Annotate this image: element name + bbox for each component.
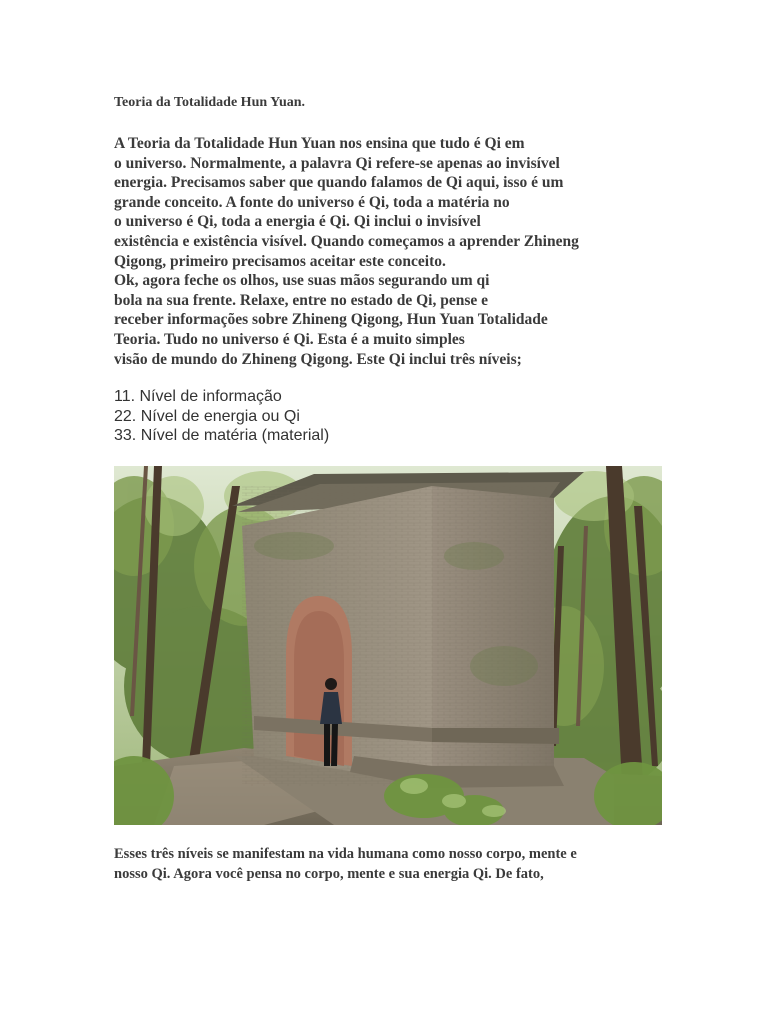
tower-photo: [114, 466, 662, 825]
paragraph-line: bola na sua frente. Relaxe, entre no estado de Qi, pense e: [114, 291, 488, 309]
list-item: 11. Nível de informação: [114, 388, 282, 405]
document-title: Teoria da Totalidade Hun Yuan.: [114, 95, 306, 110]
paragraph-line: grande conceito. A fonte do universo é Qi, toda a matéria no: [114, 193, 510, 211]
paragraph-line: energia. Precisamos saber que quando falamos de Qi aqui, isso é um: [114, 174, 564, 192]
paragraph-line: A Teoria da Totalidade Hun Yuan nos ensina que tudo é Qi em: [114, 135, 525, 152]
paragraph-line: existência e existência visível. Quando começamos a aprender Zhineng: [114, 232, 579, 250]
paragraph-line: visão de mundo do Zhineng Qigong. Este Qi inclui três níveis;: [114, 350, 522, 368]
paragraph-line: Ok, agora feche os olhos, use suas mãos segurando um qi: [114, 272, 490, 290]
list-item: 22. Nível de energia ou Qi: [114, 407, 300, 425]
paragraph-line: Esses três níveis se manifestam na vida humana como nosso corpo, mente e: [114, 846, 577, 862]
paragraph-line: Qigong, primeiro precisamos aceitar este conceito.: [114, 252, 446, 270]
paragraph-line: o universo. Normalmente, a palavra Qi refere-se apenas ao invisível: [114, 154, 560, 172]
levels-list: [114, 387, 329, 446]
list-item: 33. Nível de matéria (material): [114, 427, 330, 444]
paragraph-2: [114, 845, 577, 884]
paragraph-line: receber informações sobre Zhineng Qigong, Hun Yuan Totalidade: [114, 311, 548, 329]
paragraph-line: o universo é Qi, toda a energia é Qi. Qi inclui o invisível: [114, 213, 481, 231]
paragraph-1: [114, 134, 634, 369]
paragraph-line: nosso Qi. Agora você pensa no corpo, mente e sua energia Qi. De fato,: [114, 865, 544, 882]
paragraph-line: Teoria. Tudo no universo é Qi. Esta é a muito simples: [114, 330, 465, 348]
